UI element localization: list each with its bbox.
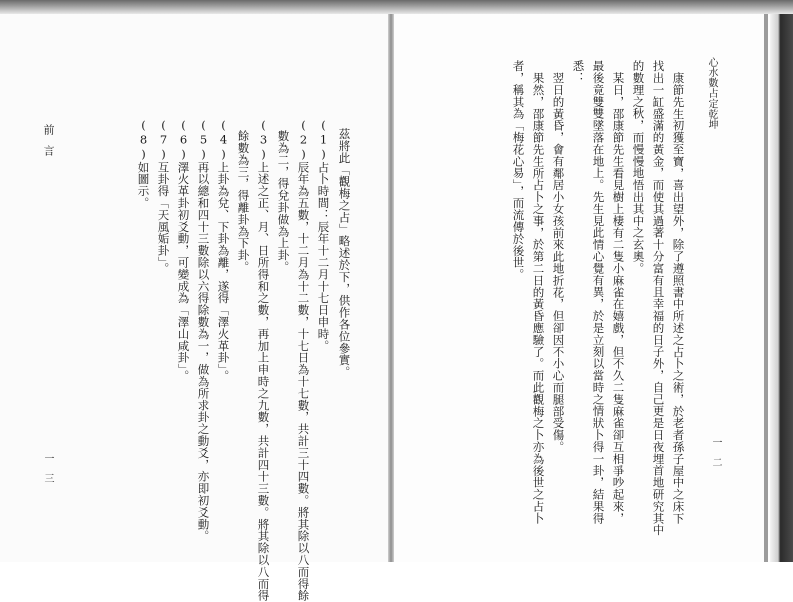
scan-top-shadow	[0, 0, 793, 14]
right-line-4: 某日，邵康節先生看見樹上棲有二隻小麻雀在嬉戲，但不久二隻麻雀卻互相爭吵起來，	[611, 72, 626, 525]
right-line-3: 的數理之秋，而慢慢地悟出其中之玄奧。	[631, 60, 646, 275]
right-page-number: 一二	[710, 437, 721, 477]
right-line-6: 悉：	[571, 60, 586, 84]
right-line-9: 者，稱其為「梅花心易」，而流傳於後世。	[511, 60, 526, 281]
left-line-2: (1)占卜時間：辰年十二月十七日申時。	[316, 118, 331, 352]
left-line-11: (8)如圖示。	[136, 118, 151, 209]
left-page-footer: 前言	[42, 124, 55, 166]
right-line-7: 翌日的黃昏，會有鄰居小女孩前來此地折花，但卻因不小心而腿部受傷。	[551, 72, 566, 453]
right-line-8: 果然，邵康節先生所占卜之事，於第二日的黃昏應驗了。而此觀梅之卜亦為後世之占卜	[531, 72, 546, 525]
left-line-9: (6)澤火革卦初爻動，可變成為「澤山咸卦」。	[176, 118, 191, 382]
left-line-10: (7)互卦得「天風姤卦」。	[156, 118, 171, 275]
left-line-3: (2)辰年為五數，十二月為十二數，十七日為十七數，共計三十四數。將其除以八而得餘	[296, 118, 311, 602]
book-gutter	[388, 14, 394, 562]
left-line-8: (5)再以總和四十三數除以六得除數為一，做為所求卦之動爻，亦即初爻動。	[196, 118, 211, 542]
left-line-5: (3)上述之正、月、日所得和之數，再加上申時之九數，共計四十三數。將其除以八而得	[256, 118, 271, 602]
left-page	[0, 14, 391, 562]
left-page-number: 一三	[42, 453, 53, 493]
left-line-7: (4)上卦為兌、下卦為離，遂得「澤火革卦」。	[216, 118, 231, 382]
right-line-2: 找出一缸盛滿的黃金，而使其過著十分富有且幸福的日子外，自己更是日夜埋首地研究其中	[651, 60, 666, 536]
right-line-1: 康節先生初獲至寶，喜出望外，除了遵照書中所述之占卜之術，於老者孫子屋中之床下	[671, 72, 686, 525]
left-line-1: 茲將此「觀梅之占」略述於下，供作各位參實。	[337, 128, 352, 378]
left-line-6: 餘數為三，得離卦為下卦。	[236, 130, 251, 273]
scan-right-shadow	[770, 14, 793, 562]
right-line-5: 最後竟雙雙墜落在地上。先生見此情心覺有異，於是立刻以當時之情狀卜得一卦，結果得	[591, 60, 606, 525]
left-line-4: 數為二，得兌卦做為上卦。	[276, 130, 291, 273]
page-edge-line	[764, 14, 768, 562]
running-title: 心水數占定乾坤	[706, 57, 717, 130]
